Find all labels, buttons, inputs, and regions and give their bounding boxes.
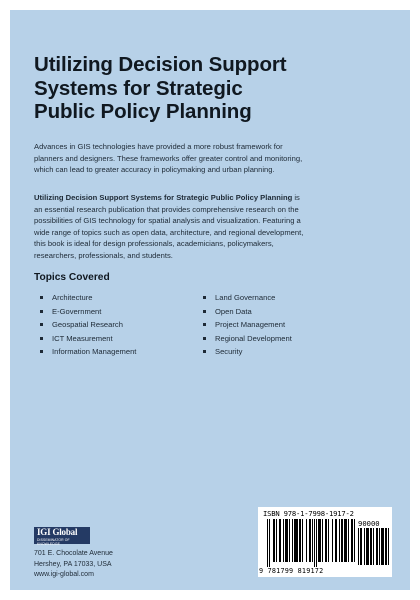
logo-wordmark: IGI Global: [37, 527, 78, 537]
isbn-barcode: [258, 507, 392, 577]
barcode-bar: [292, 519, 293, 562]
bullet-icon: [40, 296, 43, 299]
barcode-bar: [283, 519, 284, 562]
barcode-bar: [316, 519, 317, 567]
book-title: [34, 53, 374, 124]
barcode-bar: [306, 519, 307, 562]
topic-item: [203, 291, 373, 305]
barcode-bar: [312, 519, 313, 562]
barcode-bar: [335, 519, 337, 562]
bullet-icon: [203, 350, 206, 353]
topic-item: [203, 345, 373, 359]
addon-barcode-bars: [358, 528, 390, 567]
bullet-icon: [203, 296, 206, 299]
topic-label: Geospatial Research: [52, 320, 123, 330]
topic-label: E-Government: [52, 306, 102, 316]
topic-label: Security: [215, 347, 243, 357]
topic-label: Regional Development: [215, 333, 292, 343]
barcode-bar: [299, 519, 301, 562]
topic-item: [203, 318, 373, 332]
barcode-bar: [332, 519, 333, 562]
description-line: this book is ideal for design professionals, academicians, policymakers,: [34, 239, 274, 249]
barcode-bar: [379, 528, 380, 565]
bullet-icon: [40, 323, 43, 326]
bullet-icon: [40, 350, 43, 353]
price-code: 90000: [358, 519, 380, 528]
barcode-bar: [376, 528, 378, 565]
barcode-bar: [273, 519, 275, 562]
intro-line: which can lead to greater accuracy in policymaking and urban planning.: [34, 165, 275, 175]
description-line: an essential research publication that provides comprehensive research on the: [34, 204, 299, 214]
title-line: Systems for Strategic: [34, 76, 243, 100]
barcode-bar: [339, 519, 340, 562]
barcode-bar: [294, 519, 298, 562]
barcode-bar: [325, 519, 327, 562]
barcode-bar: [381, 528, 384, 565]
barcode-bar: [358, 528, 359, 565]
barcode-bar: [344, 519, 347, 562]
topic-item: [40, 318, 210, 332]
barcode-bar: [348, 519, 349, 562]
description-line: possibilities of GIS technology for spatial analysis and visualization. Featuring a: [34, 216, 301, 226]
topic-item: [203, 305, 373, 319]
barcode-bar: [354, 519, 355, 562]
barcode-bar: [269, 519, 270, 567]
description-line: wide range of topics such as open data, architecture, and regional development,: [34, 227, 304, 237]
title-line: Public Policy Planning: [34, 100, 252, 123]
barcode-bar: [341, 519, 343, 562]
topic-item: [203, 332, 373, 346]
barcode-bar: [366, 528, 369, 565]
address-line: 701 E. Chocolate Avenue: [34, 550, 113, 557]
barcode-bar: [285, 519, 288, 562]
barcode-bar: [370, 528, 372, 565]
bullet-icon: [203, 310, 206, 313]
topics-left-column: [40, 291, 210, 359]
barcode-bar: [267, 519, 268, 567]
logo-tagline: DISSEMINATOR OF KNOWLEDGE: [37, 538, 70, 546]
topic-label: ICT Measurement: [52, 333, 113, 343]
barcode-bar: [364, 528, 365, 565]
topic-label: Open Data: [215, 306, 252, 316]
isbn-text: ISBN 978-1-7998-1917-2: [263, 509, 354, 518]
topic-label: Information Management: [52, 347, 137, 357]
ean-digits: 9 781799 819172: [259, 567, 324, 575]
description-line: [34, 192, 384, 204]
barcode-bar: [276, 519, 277, 562]
publisher-address: [34, 549, 113, 581]
barcode-bar: [289, 519, 290, 562]
barcode-bar: [302, 519, 303, 562]
barcode-bar: [388, 528, 389, 565]
barcode-bar: [279, 519, 281, 562]
topic-item: [40, 332, 210, 346]
barcode-bar: [322, 519, 323, 562]
topic-item: [40, 345, 210, 359]
intro-line: planners and designers. These frameworks offer greater control and monitoring,: [34, 153, 303, 163]
bullet-icon: [40, 310, 43, 313]
barcode-bar: [351, 519, 353, 562]
barcode-bar: [360, 528, 362, 565]
topic-label: Land Governance: [215, 293, 276, 302]
intro-line: Advances in GIS technologies have provided a more robust framework for: [34, 142, 283, 151]
bullet-icon: [40, 337, 43, 340]
ean-barcode-bars: [267, 519, 355, 567]
barcode-bar: [373, 528, 374, 565]
barcode-bar: [314, 519, 315, 567]
topic-item: [40, 305, 210, 319]
barcode-bar: [385, 528, 387, 565]
description-first-line-rest: is: [292, 193, 300, 202]
barcode-bar: [309, 519, 311, 562]
barcode-bar: [328, 519, 329, 562]
topic-item: [40, 291, 210, 305]
barcode-bar: [318, 519, 321, 562]
topics-heading: Topics Covered: [34, 272, 110, 283]
title-line: Utilizing Decision Support: [34, 53, 287, 76]
publisher-logo: [34, 527, 90, 544]
description-line: researchers, professionals, and students.: [34, 250, 173, 260]
address-line: Hershey, PA 17033, USA: [34, 560, 112, 568]
description-bold-title: Utilizing Decision Support Systems for Strategic Public Policy Planning: [34, 193, 293, 202]
bullet-icon: [203, 323, 206, 326]
bullet-icon: [203, 337, 206, 340]
topic-label: Project Management: [215, 320, 286, 330]
topics-right-column: [203, 291, 373, 359]
address-line: www.igi-global.com: [34, 571, 94, 579]
intro-paragraph: [34, 141, 384, 176]
description-paragraph: [34, 192, 384, 262]
topic-label: Architecture: [52, 293, 93, 302]
